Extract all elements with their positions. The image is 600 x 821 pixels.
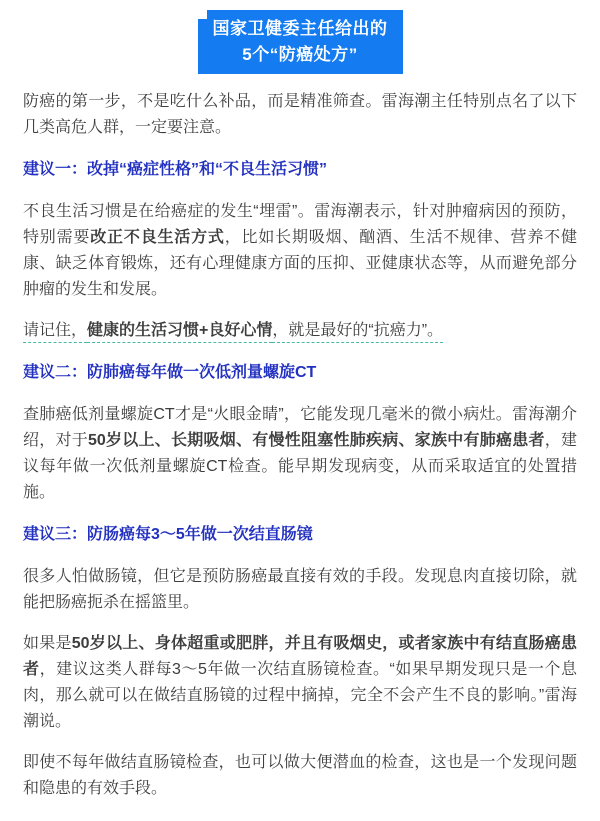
title-banner bbox=[198, 10, 403, 74]
reminder-paragraph bbox=[23, 318, 577, 344]
closing-paragraph bbox=[23, 750, 577, 802]
text-run: ，比如长期吸烟、酗酒、生活不规律、营养不健康、缺乏体育锻炼，还有心理健康方面的压抑、亚健康状态等，从而避免部分肿瘤的发生和发展。 bbox=[23, 229, 577, 298]
advice-3-heading: 建议三：防肠癌每3～5年做一次结直肠镜 bbox=[23, 526, 313, 543]
text-run: 很多人怕做肠镜，但它是预防肠癌最直接有效的手段。发现息肉直接切除，就能把肠癌扼杀在摇篮里。 bbox=[23, 568, 577, 611]
text-run: 健康的生活习惯+良好心情 bbox=[87, 322, 272, 343]
advice-2-heading: 建议二：防肺癌每年做一次低剂量螺旋CT bbox=[23, 364, 317, 381]
intro-paragraph bbox=[23, 89, 577, 141]
text-run: 如果是 bbox=[23, 635, 72, 652]
text-run: 不良生活习惯是在给癌症的发生“埋雷”。雷海潮表示，针对肿瘤病因的预防，特别需要 bbox=[23, 203, 577, 246]
banner-title-line2: 5个“防癌处方” bbox=[242, 45, 358, 64]
text-run: 50岁以上、长期吸烟、有慢性阻塞性肺疾病、家族中有肺癌患者 bbox=[88, 432, 545, 449]
text-run: 请记住， bbox=[23, 322, 87, 343]
banner-title-line1: 国家卫健委主任给出的 bbox=[212, 19, 388, 38]
text-run: 查肺癌低剂量螺旋CT才是“火眼金睛”，它能发现几毫米的微小病灶。雷海潮介绍，对于 bbox=[23, 406, 577, 449]
text-run: 改正不良生活方式 bbox=[90, 229, 225, 246]
text-run: 防癌的第一步，不是吃什么补品，而是精准筛查。雷海潮主任特别点名了以下几类高危人群，一定要注意。 bbox=[23, 93, 577, 136]
corner-square-decoration bbox=[195, 7, 207, 19]
advice-2-paragraph bbox=[23, 402, 577, 506]
advice-3-paragraph-1 bbox=[23, 564, 577, 616]
advice-1-heading: 建议一：改掉“癌症性格”和“不良生活习惯” bbox=[23, 161, 328, 178]
advice-1-paragraph bbox=[23, 199, 577, 303]
text-run: ，建议每年做一次低剂量螺旋CT检查。能早期发现病变，从而采取适宜的处置措施。 bbox=[23, 432, 577, 501]
text-run: ，建议这类人群每3～5年做一次结直肠镜检查。“如果早期发现只是一个息肉，那么就可以在做结直肠镜的过程中摘掉，完全不会产生不良的影响。”雷海潮说。 bbox=[23, 661, 577, 730]
article-body bbox=[23, 89, 577, 802]
text-run: ，就是最好的“抗癌力”。 bbox=[272, 322, 443, 343]
text-run: 50岁以上、身体超重或肥胖，并且有吸烟史，或者家族中有结直肠癌患者 bbox=[23, 635, 577, 678]
text-run: 即使不每年做结直肠镜检查，也可以做大便潜血的检查，这也是一个发现问题和隐患的有效手段。 bbox=[23, 754, 577, 797]
advice-3-paragraph-2 bbox=[23, 631, 577, 735]
